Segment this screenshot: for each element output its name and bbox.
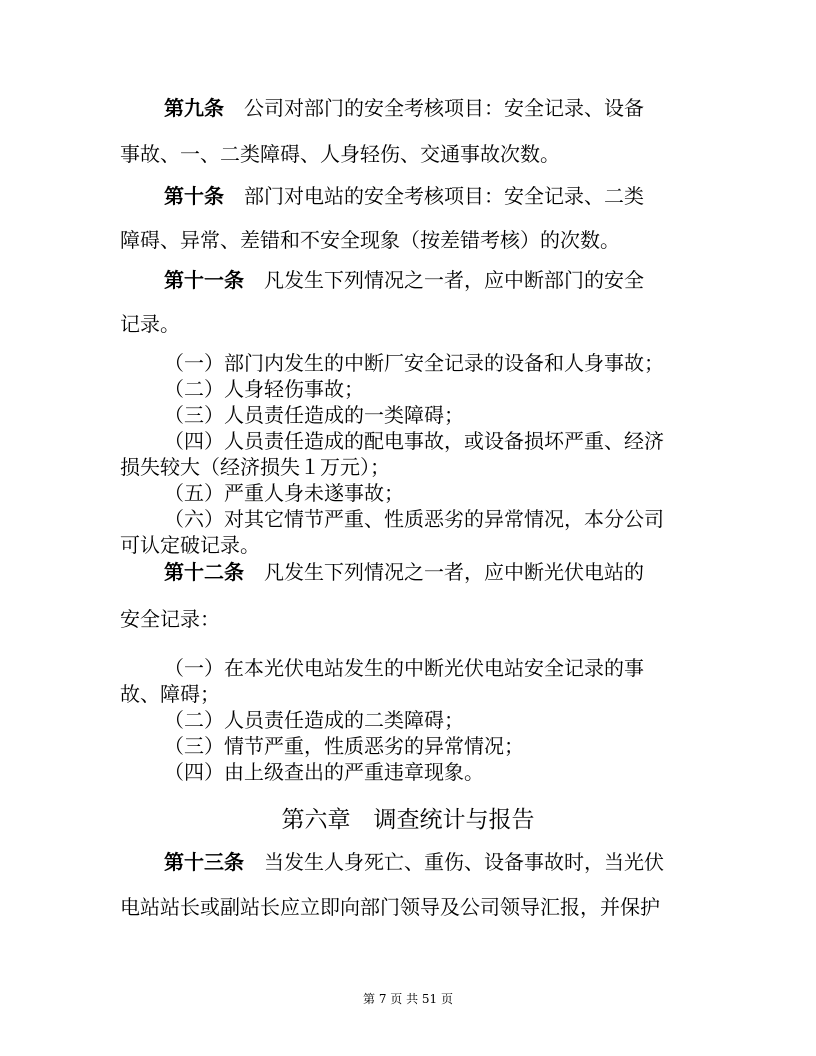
article-12-item: 故、障碍； (120, 682, 220, 706)
article-12-item: （四）由上级查出的严重违章现象。 (164, 760, 484, 784)
article-12-line-2: 安全记录： (120, 607, 220, 631)
article-10-line-2: 障碍、异常、差错和不安全现象（按差错考核）的次数。 (120, 228, 620, 252)
article-13-text: 当发生人身死亡、重伤、设备事故时，当光伏 (264, 850, 664, 874)
article-12-item: （二）人员责任造成的二类障碍； (164, 708, 464, 732)
article-11-item: 可认定破记录。 (120, 533, 260, 557)
article-9-title: 第九条 (164, 96, 224, 120)
article-11-title: 第十一条 (164, 268, 244, 292)
article-12-line-1 (164, 558, 644, 586)
article-11-line-1 (164, 266, 644, 294)
article-13-line-1 (164, 848, 664, 876)
article-10-line-1 (164, 182, 644, 210)
chapter-heading: 第六章 调查统计与报告 (281, 807, 535, 833)
article-13-title: 第十三条 (164, 850, 244, 874)
article-11-item: （三）人员责任造成的一类障碍； (164, 403, 464, 427)
article-9-line-2: 事故、一、二类障碍、人身轻伤、交通事故次数。 (120, 142, 560, 166)
article-13-line-2: 电站站长或副站长应立即向部门领导及公司领导汇报，并保护 (120, 895, 660, 919)
article-12-item: （三）情节严重，性质恶劣的异常情况； (164, 734, 524, 758)
article-12-text: 凡发生下列情况之一者，应中断光伏电站的 (264, 560, 644, 584)
article-11-item: （五）严重人身未遂事故； (164, 481, 404, 505)
article-11-item: 损失较大（经济损失１万元）； (120, 455, 390, 479)
article-12-title: 第十二条 (164, 560, 244, 584)
article-11-text: 凡发生下列情况之一者，应中断部门的安全 (264, 268, 644, 292)
page-number-footer: 第 7 页 共 51 页 (363, 992, 453, 1006)
article-11-item: （一）部门内发生的中断厂安全记录的设备和人身事故； (164, 351, 664, 375)
article-11-item: （六）对其它情节严重、性质恶劣的异常情况，本分公司 (164, 507, 664, 531)
article-10-title: 第十条 (164, 184, 224, 208)
article-9-text: 公司对部门的安全考核项目：安全记录、设备 (244, 96, 644, 120)
article-10-text: 部门对电站的安全考核项目：安全记录、二类 (244, 184, 644, 208)
article-11-item: （二）人身轻伤事故； (164, 377, 364, 401)
article-12-item: （一）在本光伏电站发生的中断光伏电站安全记录的事 (164, 656, 644, 680)
article-9-line-1 (164, 94, 644, 122)
article-11-line-2: 记录。 (120, 312, 180, 336)
article-11-item: （四）人员责任造成的配电事故，或设备损坏严重、经济 (164, 429, 664, 453)
